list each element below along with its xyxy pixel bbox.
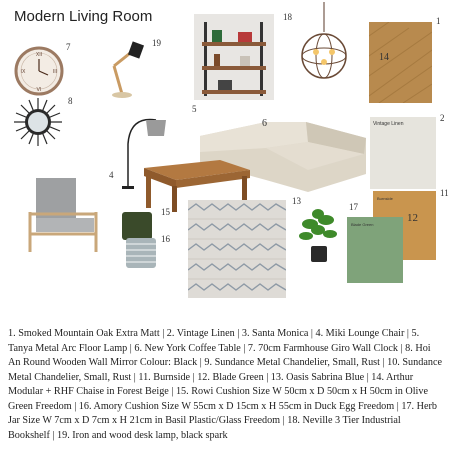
item-number-16: 16 (161, 234, 170, 244)
board-title: Modern Living Room (14, 8, 153, 25)
item-number-14: 14 (379, 52, 389, 63)
patterned-cushion-image (126, 238, 156, 268)
herb-jar-image (298, 208, 340, 264)
item-number-11: 11 (440, 188, 449, 198)
item-number-12: 12 (407, 212, 418, 224)
item-number-19: 19 (152, 38, 161, 48)
svg-text:VI: VI (36, 87, 42, 93)
vintage-linen-label: Vintage Linen (373, 121, 404, 127)
burnside-label: Burnside (377, 196, 393, 201)
product-list-caption: 1. Smoked Mountain Oak Extra Matt | 2. Vintage Linen | 3. Santa Monica | 4. Miki Lounge Chair | 5. Tanya Metal Arc Floor Lamp | 6. New York Coffee Table | 7. 70cm Farmhouse Giro Wall Clock | 8. Hoi An Round Wooden Wall Mirror Colour: Black | 9. Sundance Metal Chandelier, Small, Rust | 10. Sundance Metal Chandelier, Small, Rust | 11. Burnside | 12. Blade Green | 13. Oasis Sabrina Blue | 14. Arthur Modular + RHF Chaise in Forest Beige | 15. Rowi Cushion Size W 50cm x D 50cm x H 50cm in Olive Green Freedom | 16. Amory Cushion Size W 55cm x D 15cm x H 55cm in Duck Egg Freedom | 17. Herb Jar Size W 7cm x D 7cm x H 21cm in Basil Plastic/Glass Freedom | 18. Neville 3 Tier Industrial Bookshelf | 19. Iron and wood desk lamp, black spark (8, 328, 442, 441)
vintage-linen-swatch (370, 117, 436, 189)
lounge-chair-image (22, 172, 106, 254)
olive-cushion-image (122, 212, 152, 240)
svg-text:IX: IX (20, 69, 26, 75)
item-number-13: 13 (292, 196, 301, 206)
item-number-1: 1 (436, 16, 441, 26)
item-number-6: 6 (262, 118, 267, 129)
item-number-5: 5 (192, 104, 197, 114)
item-number-7: 7 (66, 42, 71, 52)
item-number-4: 4 (109, 170, 114, 180)
item-number-15: 15 (161, 207, 170, 217)
svg-text:III: III (52, 69, 58, 75)
desk-lamp-image (100, 38, 150, 100)
item-number-18: 18 (283, 12, 292, 22)
svg-text:XII: XII (35, 52, 43, 58)
wall-clock-image (14, 46, 64, 96)
blade-green-label: Blade Green (351, 222, 374, 227)
item-number-8: 8 (68, 96, 73, 106)
chandelier-image (298, 2, 350, 92)
bookshelf-image (194, 14, 274, 100)
item-number-17: 17 (349, 202, 358, 212)
item-number-2: 2 (440, 113, 445, 123)
area-rug-image (188, 200, 286, 298)
sunburst-mirror-image (12, 96, 64, 148)
